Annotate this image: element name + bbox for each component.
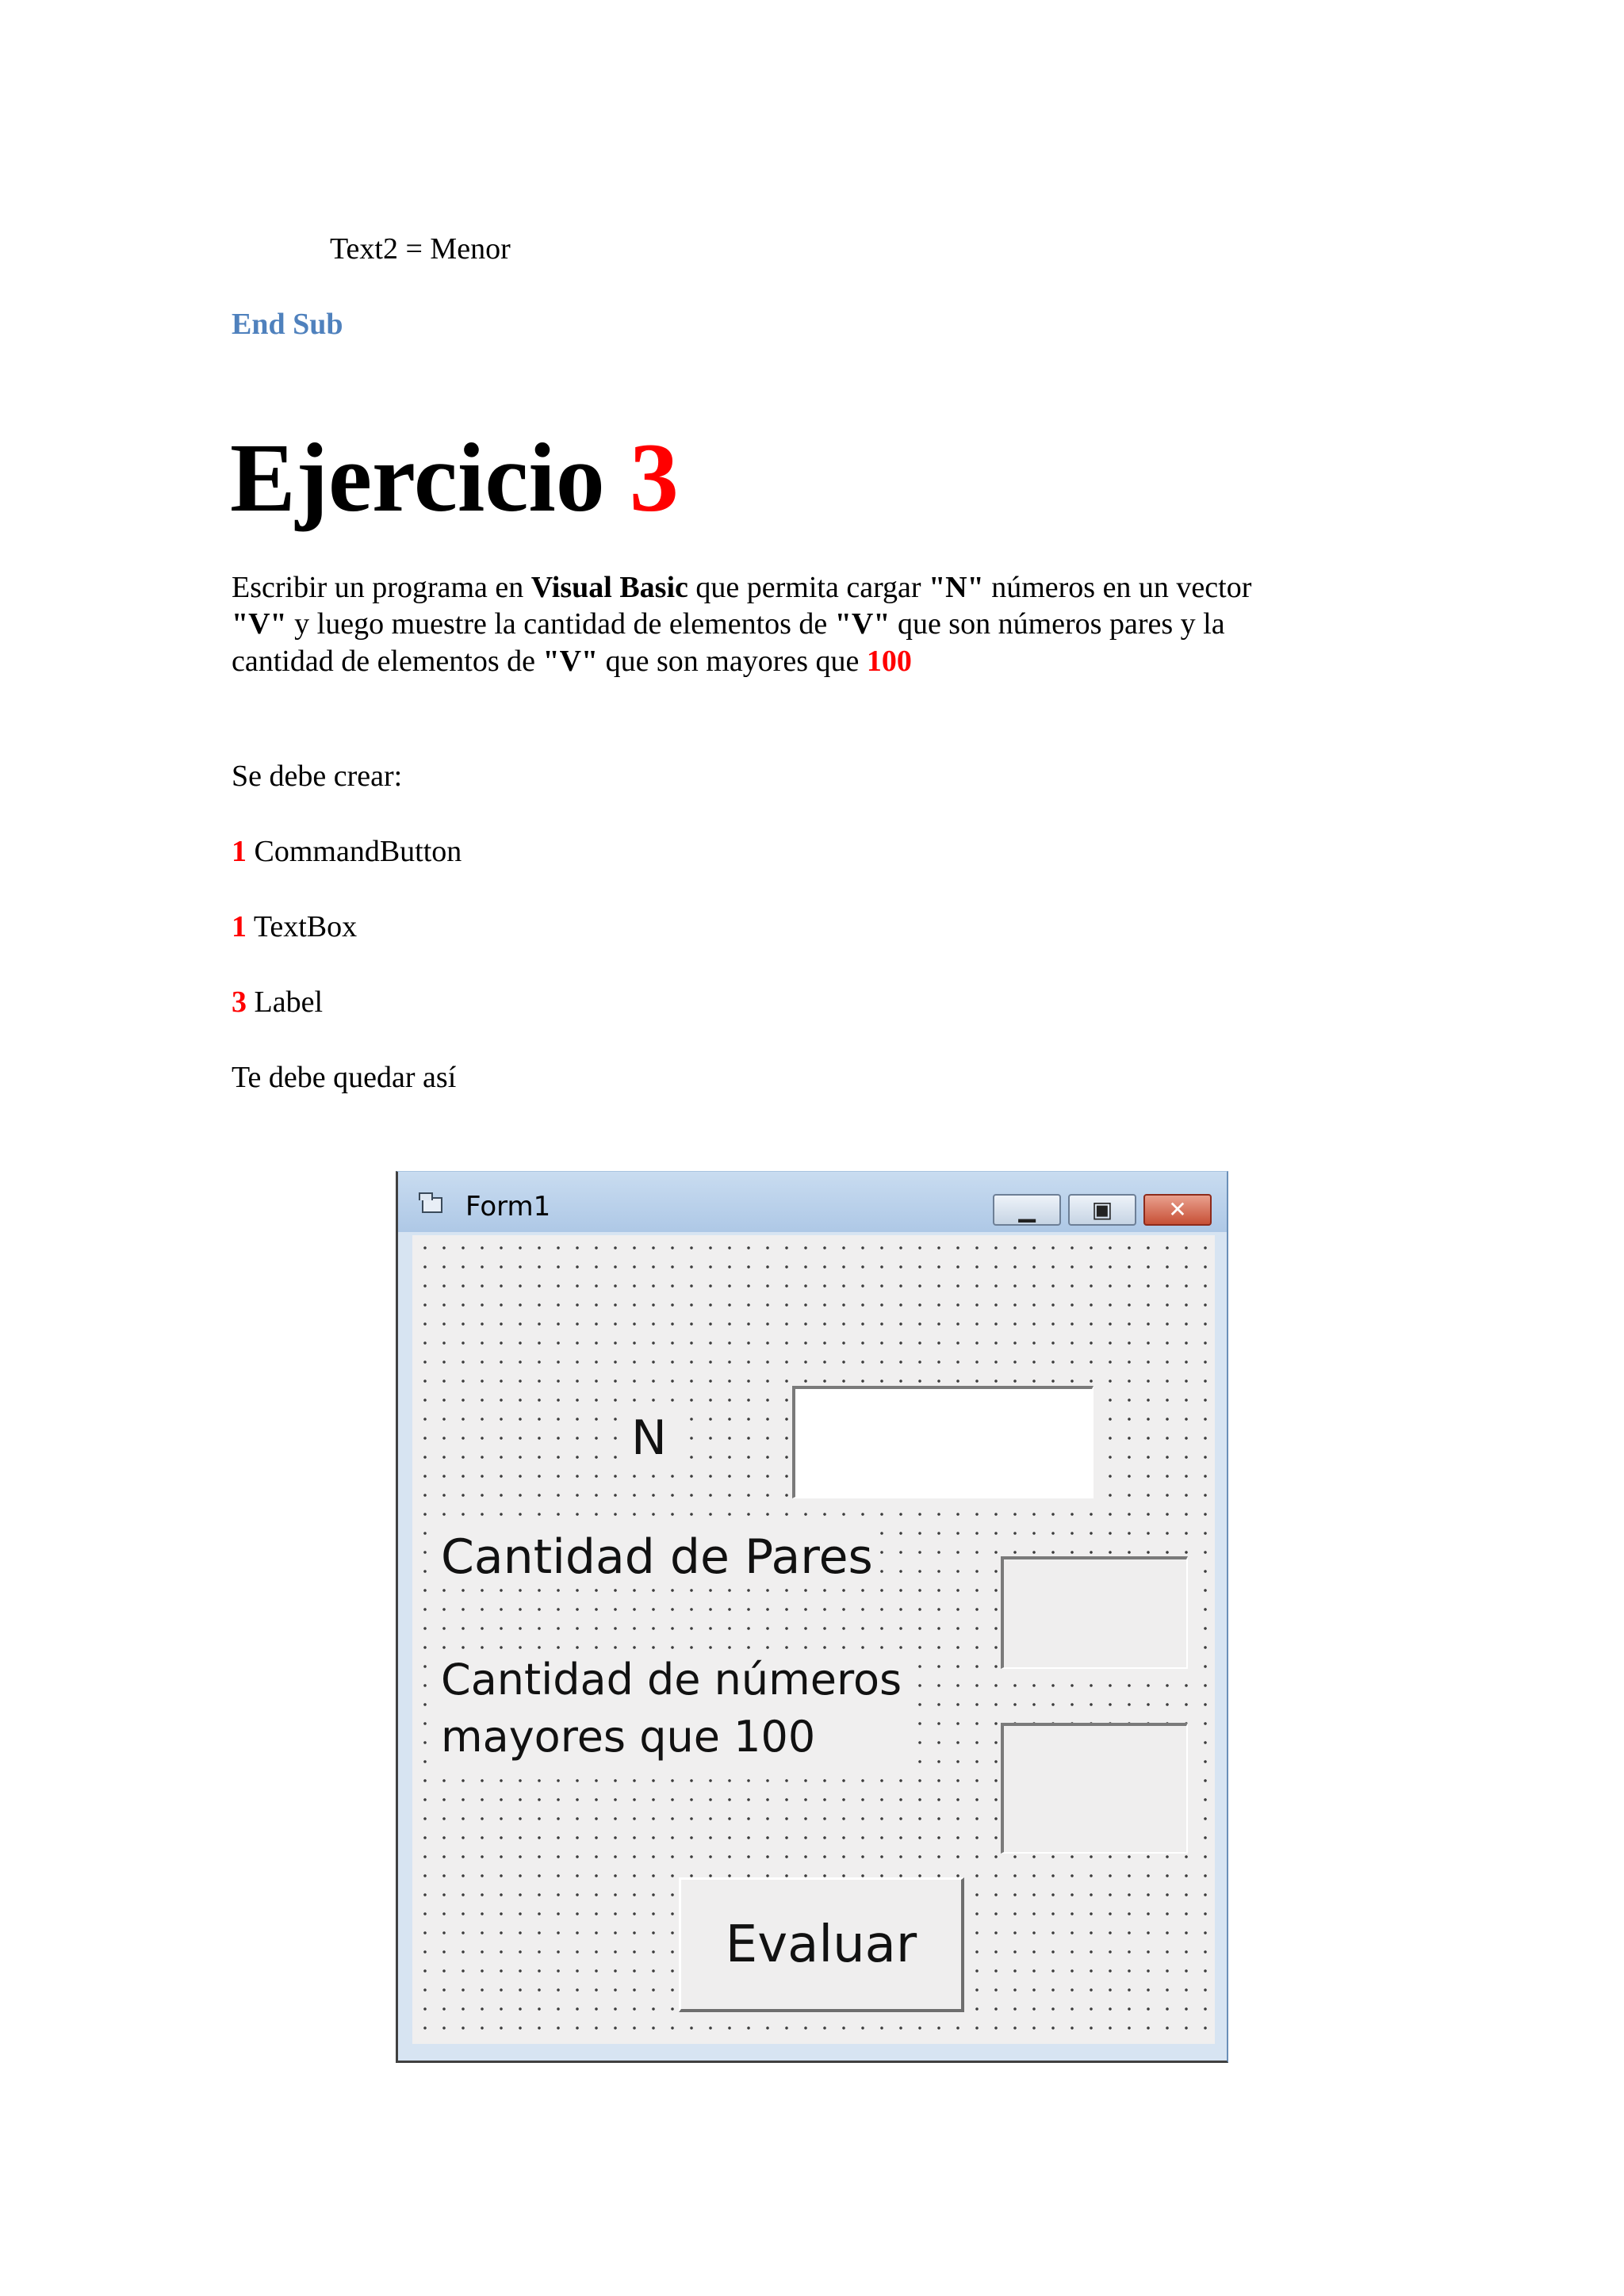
code-line-end-sub: End Sub: [232, 308, 343, 341]
description-bold-visual-basic: Visual Basic: [530, 571, 688, 604]
description-text: cantidad de elementos de: [232, 645, 543, 678]
description-line-1: [232, 569, 1251, 606]
minimize-button[interactable]: [993, 1194, 1061, 1226]
vb-form-window: [396, 1171, 1228, 2063]
label-mayores-line-2: mayores que 100: [441, 1712, 816, 1762]
description-bold-v: "V": [834, 607, 891, 641]
label-cantidad-pares: Cantidad de Pares: [436, 1529, 878, 1586]
requirement-count: 1: [232, 910, 247, 943]
description-bold-v: "V": [232, 607, 287, 641]
description-number-100: 100: [866, 645, 912, 678]
evaluar-button[interactable]: Evaluar: [679, 1877, 964, 2012]
exercise-title: [230, 423, 679, 534]
minimize-icon: ▁: [1018, 1196, 1036, 1223]
form-window-icon: [422, 1197, 442, 1213]
requirement-count: 1: [232, 835, 247, 868]
output-pares: [1001, 1556, 1188, 1669]
form-title: Form1: [465, 1191, 551, 1223]
maximize-button[interactable]: [1068, 1194, 1136, 1226]
code-line-text2: Text2 = Menor: [330, 232, 511, 266]
exercise-title-word: Ejercicio: [230, 423, 605, 532]
close-button[interactable]: [1143, 1194, 1212, 1226]
requirement-label: CommandButton: [247, 835, 462, 868]
requirement-count: 3: [232, 985, 247, 1019]
form-design-grid: [412, 1235, 1215, 2044]
input-n[interactable]: [792, 1386, 1094, 1498]
requirement-item: [232, 909, 357, 945]
description-text: que son números pares y la: [890, 607, 1225, 641]
description-line-3: [232, 643, 912, 679]
form-titlebar[interactable]: [398, 1172, 1227, 1232]
requirement-label: Label: [247, 985, 324, 1019]
label-mayores-line-1: Cantidad de números: [441, 1655, 902, 1705]
close-icon: ✕: [1168, 1196, 1187, 1223]
requirements-intro: Se debe crear:: [232, 760, 403, 793]
label-n: N: [622, 1410, 676, 1467]
maximize-icon: ▣: [1091, 1196, 1113, 1223]
description-bold-v: "V": [542, 645, 599, 678]
description-text: que son mayores que: [598, 645, 867, 678]
description-text: y luego muestre la cantidad de elementos de: [286, 607, 835, 641]
description-text: números en un vector: [983, 571, 1252, 604]
requirement-item: [232, 984, 323, 1020]
requirement-item: [232, 833, 462, 870]
output-mayores: [1001, 1723, 1188, 1854]
description-line-2: [232, 606, 1225, 642]
description-bold-n: "N": [929, 571, 984, 604]
requirements-outro: Te debe quedar así: [232, 1061, 457, 1094]
exercise-number: 3: [629, 423, 679, 532]
description-text: que permita cargar: [688, 571, 929, 604]
label-cantidad-mayores: [436, 1651, 906, 1766]
requirement-label: TextBox: [247, 910, 358, 943]
description-text: Escribir un programa en: [232, 571, 531, 604]
